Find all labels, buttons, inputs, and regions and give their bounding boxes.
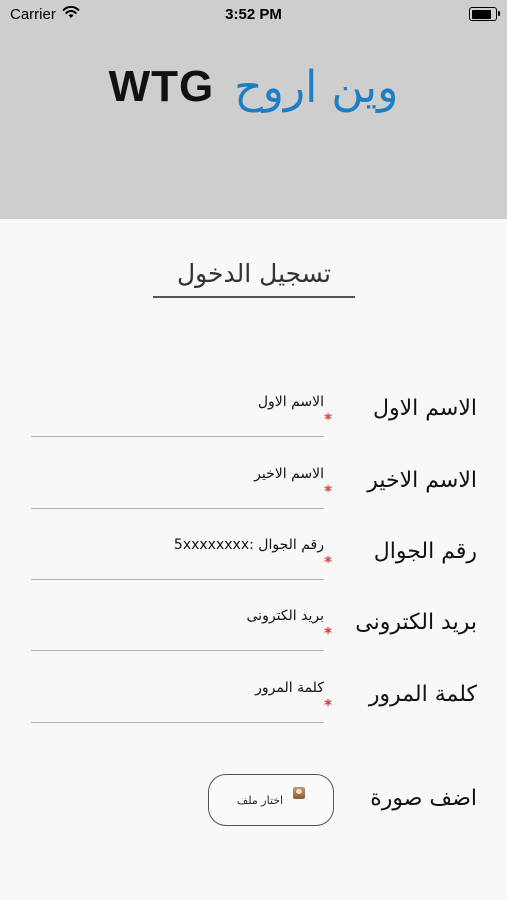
first-name-placeholder: الاسم الاول: [257, 394, 324, 410]
mobile-placeholder: رقم الجوال :5xxxxxxxx: [173, 537, 324, 553]
logo-latin-text: WTG: [108, 62, 215, 111]
required-marker: *: [324, 553, 332, 571]
email-label: بريد الكترونى: [355, 610, 477, 635]
mobile-input[interactable]: [31, 531, 332, 580]
first-name-row: [0, 388, 507, 448]
required-marker: *: [324, 624, 332, 642]
mobile-row: [0, 531, 507, 591]
email-input[interactable]: [31, 602, 332, 651]
battery-level: [472, 10, 491, 19]
last-name-input[interactable]: [31, 460, 332, 509]
first-name-label: الاسم الاول: [373, 396, 477, 421]
last-name-placeholder: الاسم الاخير: [254, 466, 324, 482]
email-placeholder: بريد الكترونى: [246, 608, 324, 624]
first-name-input[interactable]: [31, 388, 332, 437]
app-logo: [0, 52, 507, 122]
carrier-label: Carrier: [10, 6, 56, 23]
password-label: كلمة المرور: [368, 682, 477, 707]
last-name-label: الاسم الاخير: [367, 468, 477, 493]
required-marker: *: [324, 482, 332, 500]
required-marker: *: [324, 410, 332, 428]
add-photo-label: اضف صورة: [370, 786, 477, 811]
choose-file-button[interactable]: [208, 774, 334, 826]
password-row: [0, 674, 507, 734]
clock: 3:52 PM: [225, 6, 282, 23]
last-name-row: [0, 460, 507, 520]
choose-file-label: اختار ملف: [236, 793, 284, 807]
login-tab[interactable]: تسجيل الدخول: [153, 252, 355, 298]
logo-arabic-text: وين اروح: [234, 61, 399, 113]
photo-icon: [293, 787, 305, 799]
mobile-label: رقم الجوال: [373, 539, 477, 564]
password-input[interactable]: [31, 674, 332, 723]
email-row: [0, 602, 507, 662]
app-header: [0, 0, 507, 219]
status-bar: [0, 0, 507, 28]
password-placeholder: كلمة المرور: [255, 680, 324, 696]
required-marker: *: [324, 696, 332, 714]
battery-icon: [469, 7, 497, 21]
